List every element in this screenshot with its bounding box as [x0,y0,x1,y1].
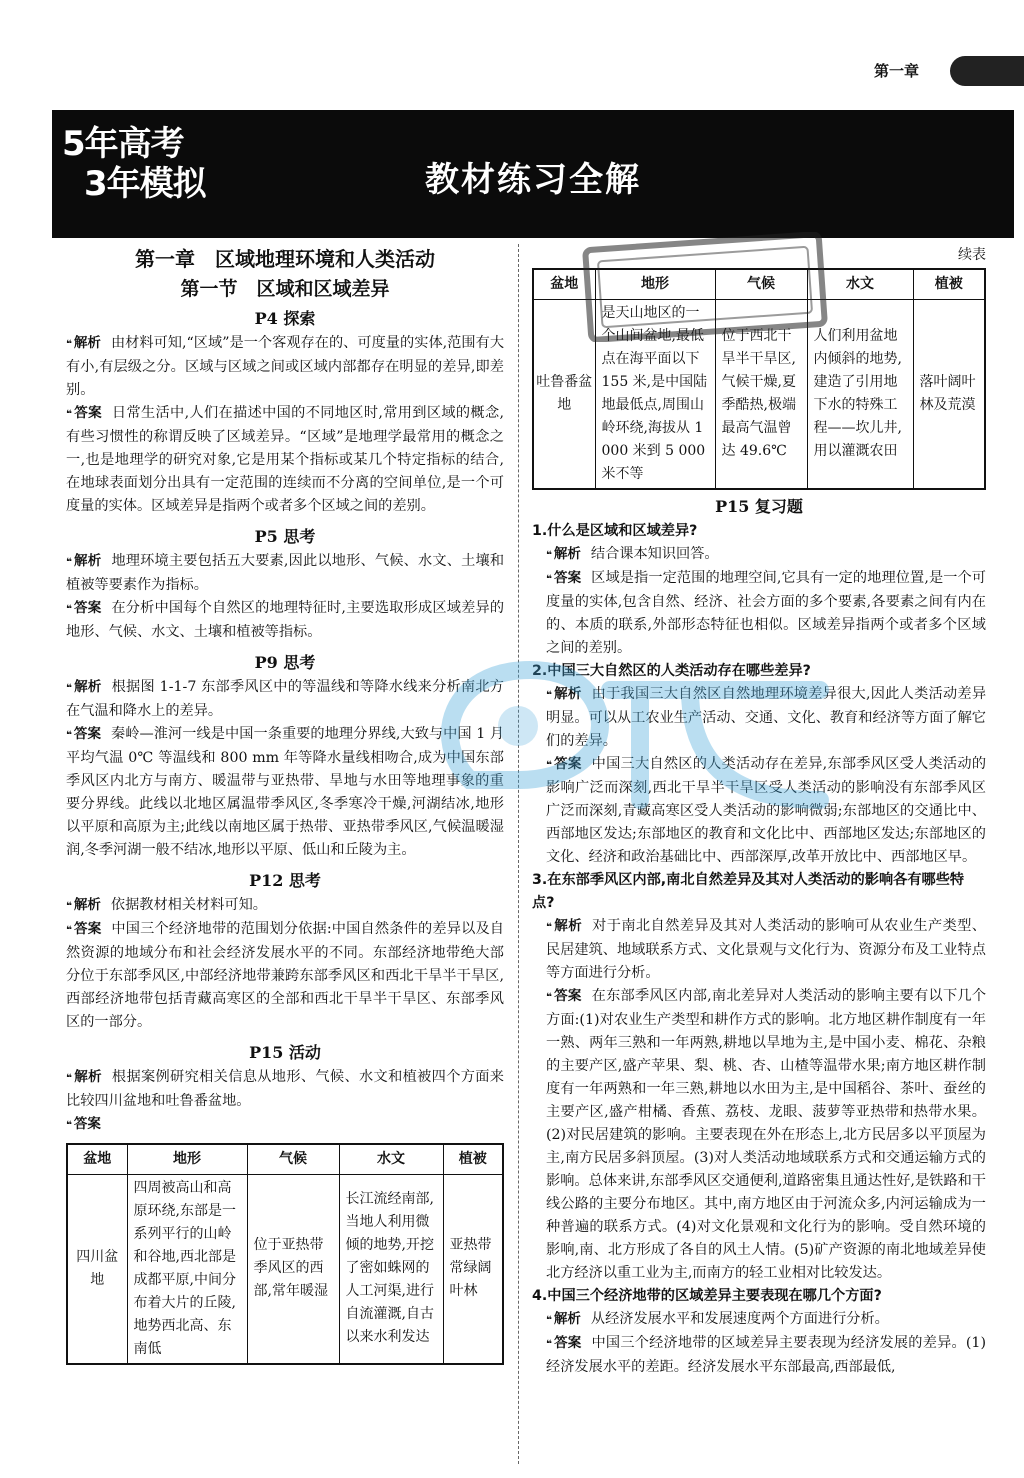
q3-jiexi-text: 对于南北自然差异及其对人类活动的影响可从农业生产类型、民居建筑、地域联系方式、文化景观与文化行为、资源分布及工业特点等方面进行分析。 [546,917,986,981]
p5-daan [66,597,504,644]
cell-vegetation: 亚热带常绿阔叶林 [443,1174,503,1364]
section-title: 第一节 区域和区域差异 [180,278,390,300]
p12-daan [66,918,504,1034]
p15-jiexi-text: 根据案例研究相关信息从地形、气候、水文和植被四个方面来比较四川盆地和吐鲁番盆地。 [66,1069,504,1109]
col-header-terrain: 地形 [127,1144,247,1174]
p4-jiexi-text: 由材料可知,“区域”是一个客观存在的、可度量的实体,范围有大有小,有层级之分。区域与区域之间或区域内部都存在明显的差异,即差别。 [66,335,505,398]
question-2-text: 2.中国三大自然区的人类活动存在哪些差异? [532,662,811,679]
continued-label: 续表 [958,247,986,263]
cell-hydrology: 人们利用盆地内倾斜的地势,建造了引用地下水的特殊工程——坎儿井,用以灌溉农田 [807,299,913,489]
q2-jiexi-text: 由于我国三大自然区自然地理环境差异很大,因此人类活动差异明显。可以从工农业生产活动、交通、文化、教育和经济等方面了解它们的差异。 [546,685,987,749]
cell-climate: 位于亚热带季风区的西部,常年暖湿 [247,1174,339,1364]
p15-jiexi [66,1066,504,1113]
q2-daan [532,753,986,869]
p12-jiexi [66,894,504,918]
jiexi-tag: ❝ 解析 [66,679,102,695]
comparison-table-sichuan [66,1143,504,1365]
logo-line-1: 5年高考 [62,124,184,164]
p15-activity-heading: P15 活动 [249,1043,321,1062]
comparison-table-turpan [532,268,986,490]
cell-terrain: 四周被高山和高原环绕,东部是一系列平行的山岭和谷地,西北部是成都平原,中间分布着大片的丘陵,地势西北高、东南低 [127,1174,247,1364]
cell-hydrology: 长江流经南部,当地人利用微倾的地势,开挖了密如蛛网的人工河渠,进行自流灌溉,自古以来水利发达 [339,1174,443,1364]
daan-tag: ❝ 答案 [546,1335,582,1351]
p5-jiexi [66,550,504,597]
q3-jiexi [532,915,986,985]
q4-daan-text: 中国三个经济地带的区域差异主要表现为经济发展的差异。(1)经济发展水平的差距。经济发展水平东部最高,西部最低, [546,1334,986,1375]
q1-jiexi-text: 结合课本知识回答。 [590,545,719,562]
p5-daan-text: 在分析中国每个自然区的地理特征时,主要选取形成区域差异的地形、气候、水文、土壤和植被等指标。 [66,600,505,640]
p15-daan [66,1113,504,1137]
chapter-title: 第一章 区域地理环境和人类活动 [135,247,435,271]
jiexi-tag: ❝ 解析 [66,553,101,569]
daan-tag: ❝ 答案 [66,726,101,742]
jiexi-tag: ❝ 解析 [66,897,101,913]
daan-tag: ❝ 答案 [66,405,102,421]
p4-daan [66,402,504,518]
cell-basin: 四川盆地 [67,1174,127,1364]
logo-line-2: 3年模拟 [84,164,206,204]
q3-daan [532,985,986,1285]
q1-jiexi [532,543,986,567]
q4-jiexi-text: 从经济发展水平和发展速度两个方面进行分析。 [590,1310,889,1327]
daan-tag: ❝ 答案 [66,1116,101,1132]
banner-title: 教材练习全解 [425,160,641,200]
chapter-tab-block [950,56,1024,86]
p4-daan-text: 日常生活中,人们在描述中国的不同地区时,常用到区域的概念,有些习惯性的称谓反映了区域差异。“区域”是地理学最常用的概念之一,也是地理学的研究对象,它是用某个指标或某几个特定指标的结合,在地球表面划分出具有一定范围的连续而不分离的空间单位,是一个可度量的实体。区域差异是指两个或者多个区域之间的差别。 [66,405,504,514]
p9-daan-text: 秦岭—淮河一线是中国一条重要的地理分界线,大致与中国 1 月平均气温 0℃ 等温线和 800 mm 年等降水量线相吻合,成为中国东部季风区内北方与南方、暖温带与亚热带、旱地与水田等地理事象的重要分界线。此线以北地区属温带季风区,冬季寒冷干燥,河湖结冰,地形以平原和高原为主;此线以南地区属于热带、亚热带季风区,气候温暖湿润,冬季河湖一般不结冰,地形以平原、低山和丘陵为主。 [66,726,505,858]
left-column [66,244,504,1365]
daan-tag: ❝ 答案 [66,921,101,937]
jiexi-tag: ❝ 解析 [66,335,101,351]
jiexi-tag: ❝ 解析 [66,1069,102,1085]
col-header-vegetation: 植被 [913,269,985,299]
table-header-row [533,269,985,299]
p12-daan-text: 中国三个经济地带的范围划分依据:中国自然条件的差异以及自然资源的地域分布和社会经济发展水平的不同。东部经济地带绝大部分位于东部季风区,中部经济地带兼跨东部季风区和西北干旱半干旱区,西部经济地带包括青藏高寒区的全部和西北干旱半干旱区、东部季风区的一部分。 [66,921,504,1030]
jiexi-tag: ❝ 解析 [546,1311,581,1327]
p5-heading: P5 思考 [254,527,316,546]
jiexi-tag: ❝ 解析 [546,546,581,562]
chapter-tab [874,56,1024,88]
table-row [533,299,985,489]
p12-heading: P12 思考 [249,871,321,890]
cell-terrain: 是天山地区的一个山间盆地,最低点在海平面以下 155 米,是中国陆地最低点,周围山岭环绕,海拔从 1 000 米到 5 000 米不等 [595,299,715,489]
p9-jiexi-text: 根据图 1-1-7 东部季风区中的等温线和等降水线来分析南北方在气温和降水上的差异。 [66,679,504,719]
daan-tag: ❝ 答案 [66,600,101,616]
p4-heading: P4 探索 [254,309,316,328]
p9-daan [66,723,504,862]
question-4 [532,1285,986,1308]
col-header-basin: 盆地 [67,1144,127,1174]
q3-daan-text: 在东部季风区内部,南北差异对人类活动的影响主要有以下几个方面:(1)对农业生产类型和耕作方式的影响。北方地区耕作制度有一年一熟、两年三熟和一年两熟,耕地以旱地为主,是中国小麦、棉花、杂粮的主要产区,盛产苹果、梨、桃、杏、山楂等温带水果;南方地区耕作制度有一年两熟和一年三熟,耕地以水田为主,是中国稻谷、茶叶、蚕丝的主要产区,盛产柑橘、香蕉、荔枝、龙眼、菠萝等亚热带和热带水果。(2)对民居建筑的影响。主要表现在外在形态上,北方民居多以平顶屋为主,南方民居多斜顶屋。(3)对人类活动地域联系方式和交通运输方式的影响。总体来讲,东部季风区交通便利,道路密集且通达性好,是铁路和干线公路的主要分布地区。其中,南方地区由于河流众多,内河运输成为一种普遍的联系方式。(4)对文化景观和文化行为的影响。受自然环境的影响,南、北方形成了各自的风土人情。(5)矿产资源的南北地域差异使北方经济以重工业为主,而南方的轻工业相对比较发达。 [546,987,987,1281]
col-header-hydrology: 水文 [807,269,913,299]
col-header-terrain: 地形 [595,269,715,299]
question-1-text: 1.什么是区域和区域差异? [532,522,698,539]
daan-tag: ❝ 答案 [546,756,582,772]
jiexi-tag: ❝ 解析 [546,918,582,934]
question-3-text: 3.在东部季风区内部,南北自然差异及其对人类活动的影响各有哪些特点? [532,871,965,911]
chapter-tab-label: 第一章 [874,62,920,80]
cell-climate: 位于西北干旱半干旱区,气候干燥,夏季酷热,极端最高气温曾达 49.6℃ [715,299,807,489]
cell-basin: 吐鲁番盆地 [533,299,595,489]
col-header-vegetation: 植被 [443,1144,503,1174]
daan-tag: ❝ 答案 [546,988,582,1004]
col-header-climate: 气候 [715,269,807,299]
review-heading: P15 复习题 [715,496,803,516]
q1-daan-text: 区域是指一定范围的地理空间,它具有一定的地理位置,是一个可度量的实体,包含自然、经济、社会方面的多个要素,各要素之间有内在的、本质的联系,外部形态特征也相似。区域差异指两个或者多个区域之间的差别。 [546,569,986,656]
col-header-climate: 气候 [247,1144,339,1174]
table-row [67,1174,503,1364]
col-header-basin: 盆地 [533,269,595,299]
q4-daan [532,1332,986,1379]
question-1 [532,520,986,543]
column-divider [518,244,519,1464]
question-2 [532,660,986,683]
q2-jiexi [532,683,986,753]
table-header-row [67,1144,503,1174]
q1-daan [532,567,986,660]
jiexi-tag: ❝ 解析 [546,686,582,702]
right-column [532,244,986,1379]
col-header-hydrology: 水文 [339,1144,443,1174]
p9-jiexi [66,676,504,723]
p5-jiexi-text: 地理环境主要包括五大要素,因此以地形、气候、水文、土壤和植被等要素作为指标。 [66,553,505,593]
p4-jiexi [66,332,504,402]
question-4-text: 4.中国三个经济地带的区域差异主要表现在哪几个方面? [532,1287,882,1304]
q4-jiexi [532,1308,986,1332]
question-3 [532,869,986,915]
title-banner [52,110,1014,238]
q2-daan-text: 中国三大自然区的人类活动存在差异,东部季风区受人类活动的影响广泛而深刻,西北干旱半干旱区受人类活动的影响没有东部季风区广泛而深刻,青藏高寒区受人类活动的影响微弱;东部地区的交通比中、西部地区发达;东部地区的教育和文化比中、西部地区发达;东部地区的文化、经济和政治基础比中、西部深厚,改革开放比中、西部地区早。 [546,755,987,865]
daan-tag: ❝ 答案 [546,570,581,586]
cell-vegetation: 落叶阔叶林及荒漠 [913,299,985,489]
p9-heading: P9 思考 [254,653,316,672]
p12-jiexi-text: 依据教材相关材料可知。 [110,897,267,913]
